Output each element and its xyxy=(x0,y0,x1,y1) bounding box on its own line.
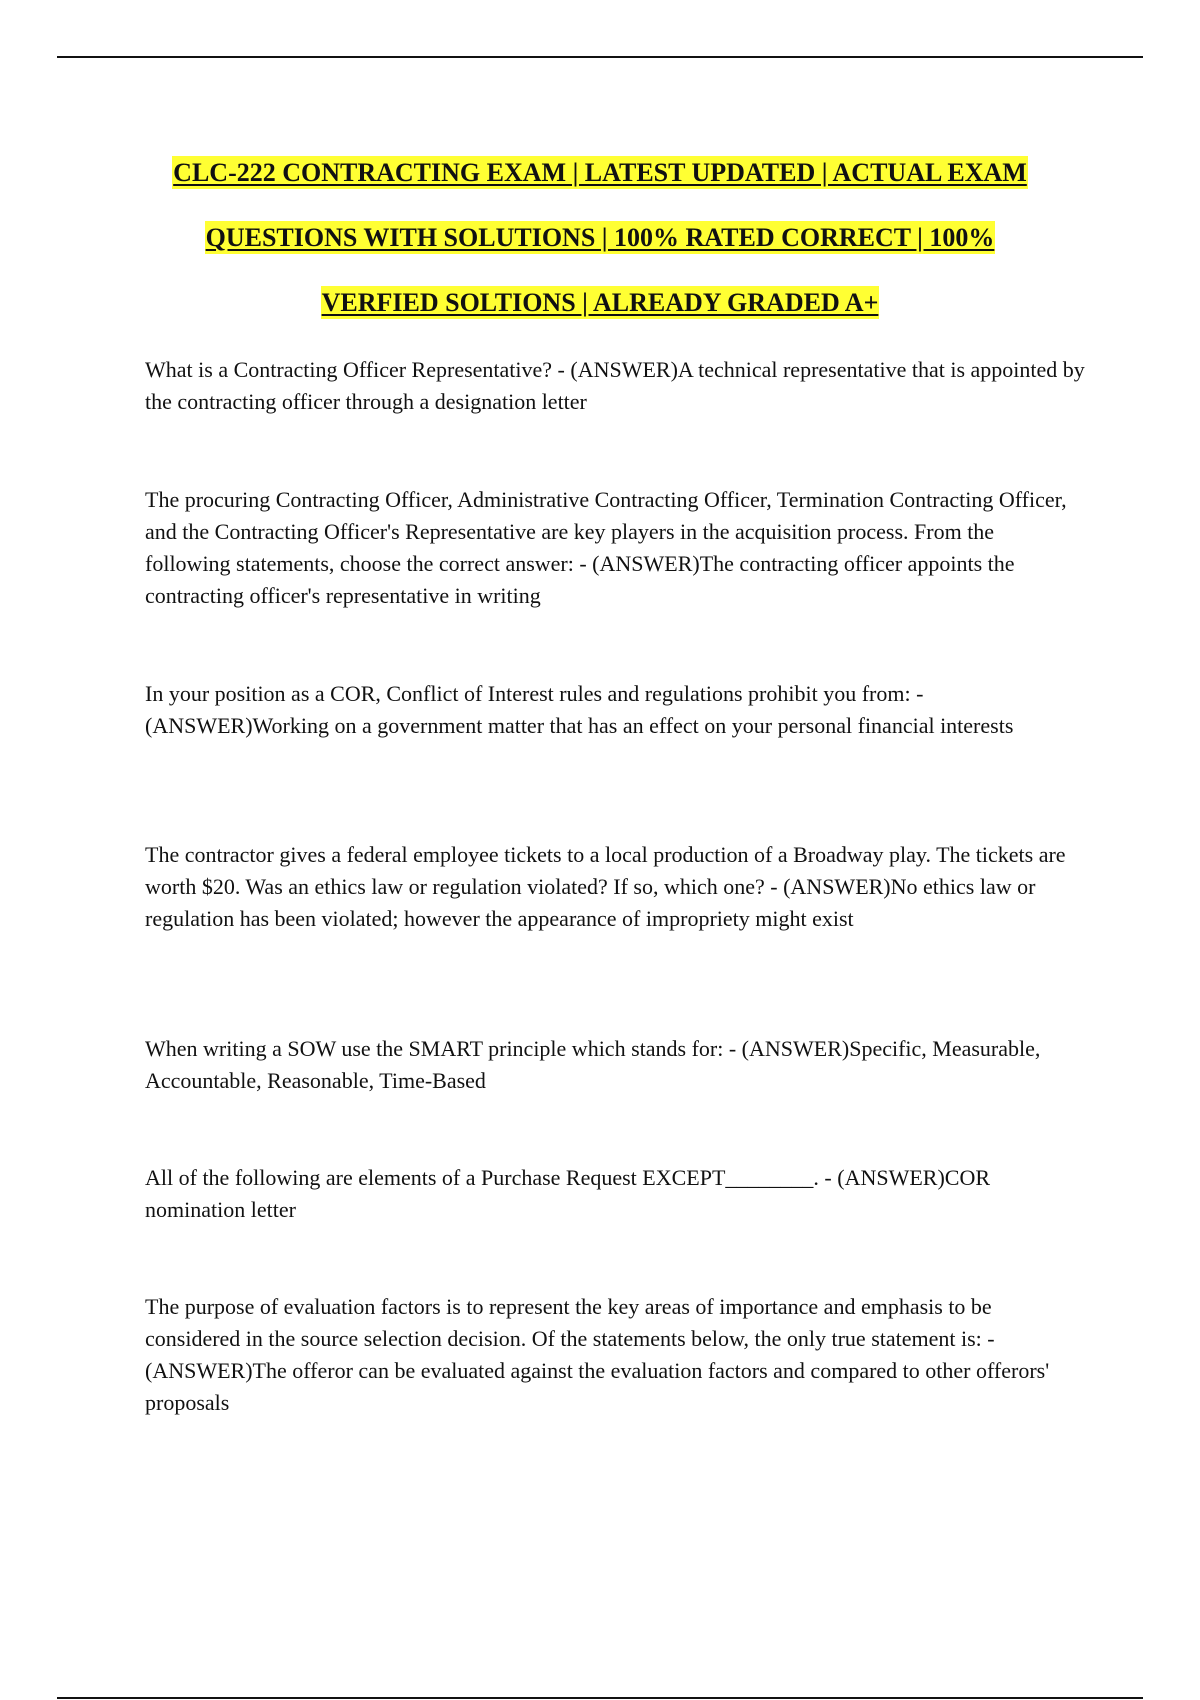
top-rule xyxy=(57,56,1143,58)
question-answer-6: All of the following are elements of a Purchase Request EXCEPT________. - (ANSWER)COR nomination letter xyxy=(145,1165,991,1222)
question-answer-4: The contractor gives a federal employee tickets to a local production of a Broadway play. The tickets are worth $20. Was an ethics law or regulation violated? If so, which one? - (ANSWER)No ethics law or regulation has been violated; however the appearance of impropriety might exist xyxy=(145,842,1066,931)
title-line-1: CLC-222 CONTRACTING EXAM | LATEST UPDATED | ACTUAL EXAM xyxy=(173,158,1027,187)
question-answer-3: In your position as a COR, Conflict of Interest rules and regulations prohibit you from: - (ANSWER)Working on a government matter that has an effect on your personal financial interests xyxy=(145,681,1014,738)
question-answer-2: The procuring Contracting Officer, Administrative Contracting Officer, Termination Contracting Officer, and the Contracting Officer's Representative are key players in the acquisition process. From the following statements, choose the correct answer: - (ANSWER)The contracting officer appoints the contracting officer's representative in writing xyxy=(145,487,1067,608)
question-answer-5: When writing a SOW use the SMART principle which stands for: - (ANSWER)Specific, Measurable, Accountable, Reasonable, Time-Based xyxy=(145,1036,1041,1093)
bottom-rule xyxy=(57,1697,1143,1699)
title-line-3: VERFIED SOLTIONS | ALREADY GRADED A+ xyxy=(321,288,879,317)
question-answer-1: What is a Contracting Officer Representative? - (ANSWER)A technical representative that is appointed by the contracting officer through a designation letter xyxy=(145,357,1085,414)
document-title xyxy=(120,140,1080,335)
question-answer-7: The purpose of evaluation factors is to represent the key areas of importance and emphasis to be considered in the source selection decision. Of the statements below, the only true statement is: - (ANSWER)The offeror can be evaluated against the evaluation factors and compared to other offerors' proposals xyxy=(145,1294,1050,1415)
title-line-2: QUESTIONS WITH SOLUTIONS | 100% RATED CORRECT | 100% xyxy=(205,223,995,252)
